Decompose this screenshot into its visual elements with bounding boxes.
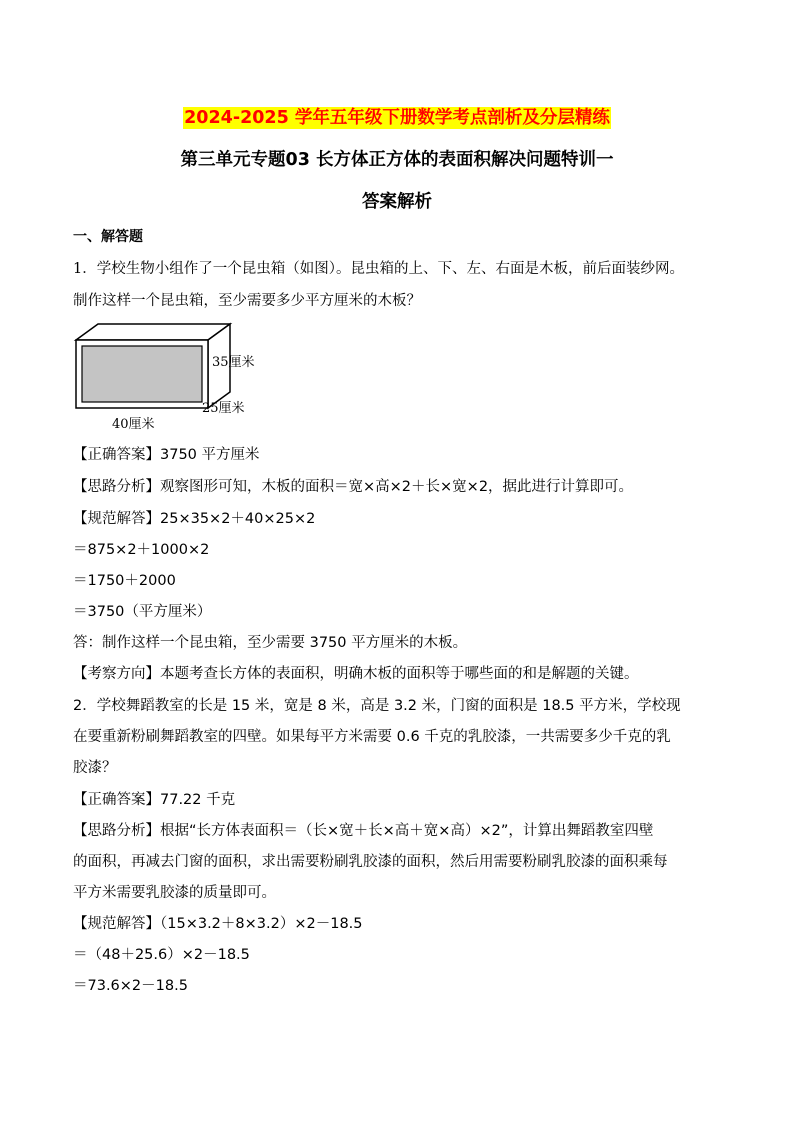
- q1-answer: 【正确答案】3750 平方厘米: [73, 447, 260, 463]
- q1-reply: 答：制作这样一个昆虫箱，至少需要 3750 平方厘米的木板。: [73, 635, 468, 651]
- q1-step-3: ＝3750（平方厘米）: [73, 604, 212, 620]
- length-label: 40厘米: [112, 417, 155, 432]
- q2-analysis-line3: 平方米需要乳胶漆的质量即可。: [73, 885, 276, 901]
- q1-text-line1: 1．学校生物小组作了一个昆虫箱（如图）。昆虫箱的上、下、左、右面是木板，前后面装纱网。: [73, 261, 684, 277]
- cuboid-diagram: [70, 322, 270, 434]
- q2-solution: 【规范解答】（15×3.2＋8×3.2）×2－18.5: [73, 916, 363, 932]
- q2-analysis-line1: 【思路分析】根据“长方体表面积＝（长×宽＋长×高＋宽×高）×2”，计算出舞蹈教室四壁: [73, 823, 654, 839]
- q1-solution: 【规范解答】25×35×2＋40×25×2: [73, 511, 316, 527]
- title-highlight: 2024-2025 学年五年级下册数学考点剖析及分层精练: [184, 108, 610, 128]
- q1-step-2: ＝1750＋2000: [73, 573, 176, 589]
- document-subtitle: 第三单元专题03 长方体正方体的表面积解决问题特训一: [180, 150, 614, 170]
- q2-step-2: ＝73.6×2－18.5: [73, 978, 188, 994]
- document-subtitle-answer: 答案解析: [362, 192, 432, 212]
- q2-analysis-line2: 的面积，再减去门窗的面积，求出需要粉刷乳胶漆的面积，然后用需要粉刷乳胶漆的面积乘每: [73, 854, 668, 870]
- q1-analysis: 【思路分析】观察图形可知，木板的面积＝宽×高×2＋长×宽×2，据此进行计算即可。: [73, 479, 634, 495]
- q1-text-line2: 制作这样一个昆虫箱，至少需要多少平方厘米的木板？: [73, 293, 421, 309]
- height-label: 35厘米: [212, 355, 255, 370]
- q2-step-1: ＝（48＋25.6）×2－18.5: [73, 947, 250, 963]
- q2-text-line2: 在要重新粉刷舞蹈教室的四壁。如果每平方米需要 0.6 千克的乳胶漆，一共需要多少千克的乳: [73, 729, 671, 745]
- q2-answer: 【正确答案】77.22 千克: [73, 792, 236, 808]
- cuboid-mesh-window: [82, 346, 202, 402]
- q1-step-1: ＝875×2＋1000×2: [73, 542, 210, 558]
- cuboid-top-face: [76, 324, 230, 340]
- section-heading: 一、解答题: [73, 229, 143, 245]
- q2-text-line1: 2．学校舞蹈教室的长是 15 米，宽是 8 米，高是 3.2 米，门窗的面积是 18.5 平方米，学校现: [73, 698, 681, 714]
- q1-focus: 【考察方向】本题考查长方体的表面积，明确木板的面积等于哪些面的和是解题的关键。: [73, 666, 639, 682]
- width-label: 25厘米: [202, 401, 245, 416]
- q2-text-line3: 胶漆？: [73, 760, 117, 776]
- document-title: [0, 105, 794, 131]
